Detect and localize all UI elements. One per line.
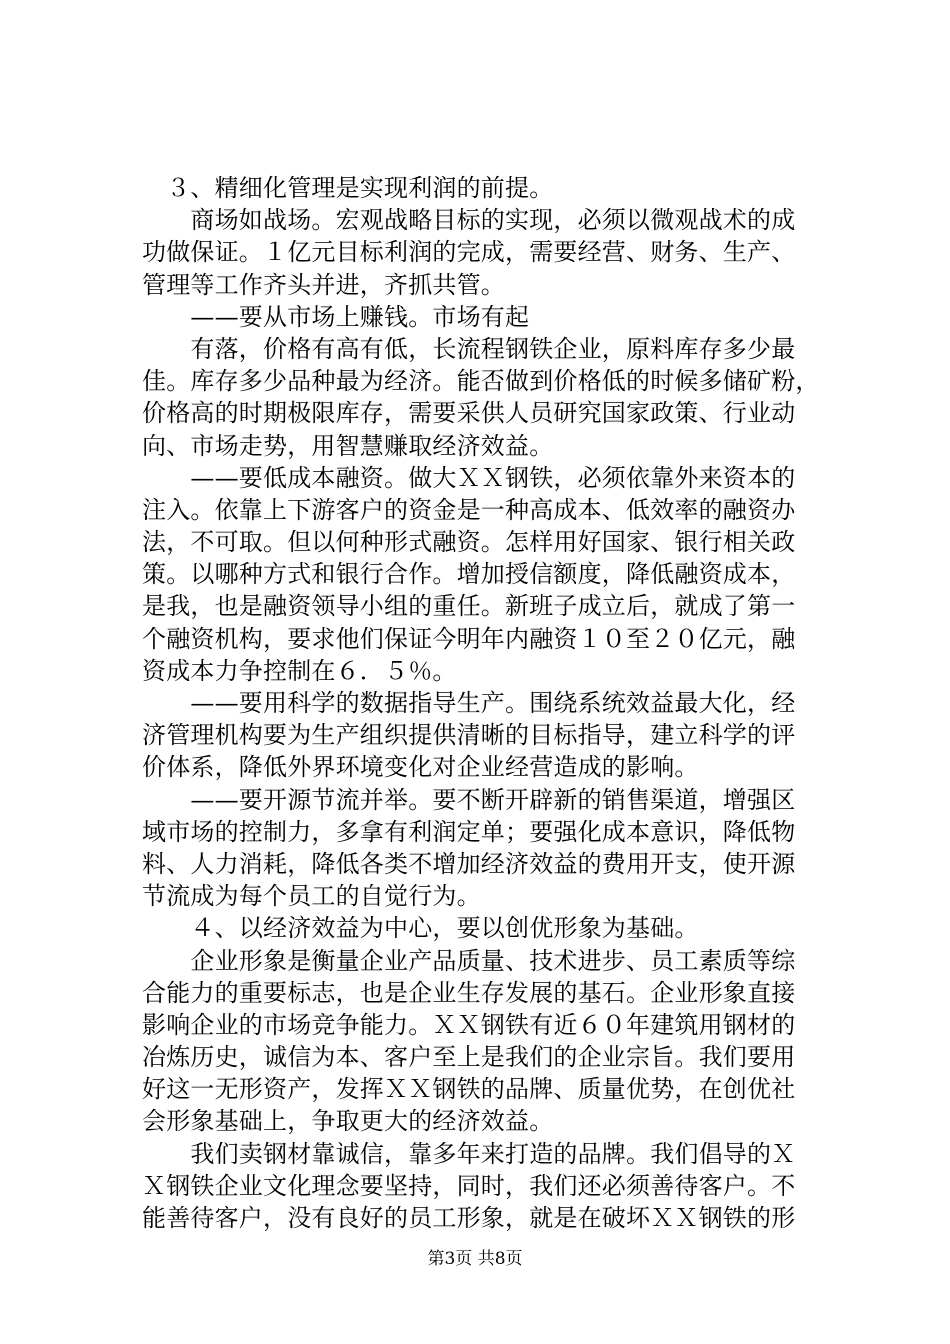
text-line: ３、精细化管理是实现利润的前提。 xyxy=(142,174,554,202)
text-line: 策。以哪种方式和银行合作。增加授信额度，降低融资成本， xyxy=(142,560,796,589)
text-line: ４、以经济效益为中心，要以创优形象为基础。 xyxy=(142,914,699,943)
text-line: 能善待客户，没有良好的员工形象，就是在破坏ＸＸ钢铁的形 xyxy=(142,1204,796,1232)
text-line: 法，不可取。但以何种形式融资。怎样用好国家、银行相关政 xyxy=(142,528,796,557)
text-line: 价体系，降低外界环境变化对企业经营造成的影响。 xyxy=(142,753,699,782)
document-body xyxy=(142,172,832,1234)
text-line: ——要开源节流并举。要不断开辟新的销售渠道，增强区 xyxy=(142,785,796,814)
text-line: ——要低成本融资。做大ＸＸ钢铁，必须依靠外来资本的 xyxy=(142,463,796,492)
text-line: 个融资机构，要求他们保证今明年内融资１０至２０亿元，融 xyxy=(142,624,796,653)
text-line: 我们卖钢材靠诚信，靠多年来打造的品牌。我们倡导的Ｘ xyxy=(142,1139,796,1168)
text-line: 域市场的控制力，多拿有利润定单；要强化成本意识，降低物 xyxy=(142,817,796,846)
text-line: 企业形象是衡量企业产品质量、技术进步、员工素质等综 xyxy=(142,946,796,975)
text-line: 佳。库存多少品种最为经济。能否做到价格低的时候多储矿粉， xyxy=(142,367,820,396)
text-line: 合能力的重要标志，也是企业生存发展的基石。企业形象直接 xyxy=(142,978,796,1007)
text-line: 商场如战场。宏观战略目标的实现，必须以微观战术的成 xyxy=(142,206,796,235)
text-line: 济管理机构要为生产组织提供清晰的目标指导，建立科学的评 xyxy=(142,721,796,750)
text-line: 功做保证。１亿元目标利润的完成，需要经营、财务、生产、 xyxy=(142,238,796,267)
text-line: 节流成为每个员工的自觉行为。 xyxy=(142,882,481,911)
text-line: ——要用科学的数据指导生产。围绕系统效益最大化，经 xyxy=(142,689,796,717)
text-line: 影响企业的市场竞争能力。ＸＸ钢铁有近６０年建筑用钢材的 xyxy=(142,1010,796,1039)
text-line: 管理等工作齐头并进，齐抓共管。 xyxy=(142,270,505,299)
text-line: 价格高的时期极限库存，需要采供人员研究国家政策、行业动 xyxy=(142,399,796,428)
text-line: 是我，也是融资领导小组的重任。新班子成立后，就成了第一 xyxy=(142,592,796,621)
text-line: 资成本力争控制在６．５％。 xyxy=(142,656,457,685)
text-line: 会形象基础上，争取更大的经济效益。 xyxy=(142,1107,554,1136)
text-line: 有落，价格有高有低，长流程钢铁企业，原料库存多少最 xyxy=(142,334,796,363)
page-footer: 第3页 共8页 xyxy=(427,1249,523,1269)
text-line: 注入。依靠上下游客户的资金是一种高成本、低效率的融资办 xyxy=(142,495,796,524)
text-line: 冶炼历史，诚信为本、客户至上是我们的企业宗旨。我们要用 xyxy=(142,1043,796,1072)
text-line: ——要从市场上赚钱。市场有起 xyxy=(142,302,530,331)
text-line: 向、市场走势，用智慧赚取经济效益。 xyxy=(142,431,554,460)
text-line: 料、人力消耗，降低各类不增加经济效益的费用开支，使开源 xyxy=(142,849,796,878)
text-line: 好这一无形资产，发挥ＸＸ钢铁的品牌、质量优势，在创优社 xyxy=(142,1075,796,1104)
text-line: Ｘ钢铁企业文化理念要坚持，同时，我们还必须善待客户。不 xyxy=(142,1171,796,1200)
